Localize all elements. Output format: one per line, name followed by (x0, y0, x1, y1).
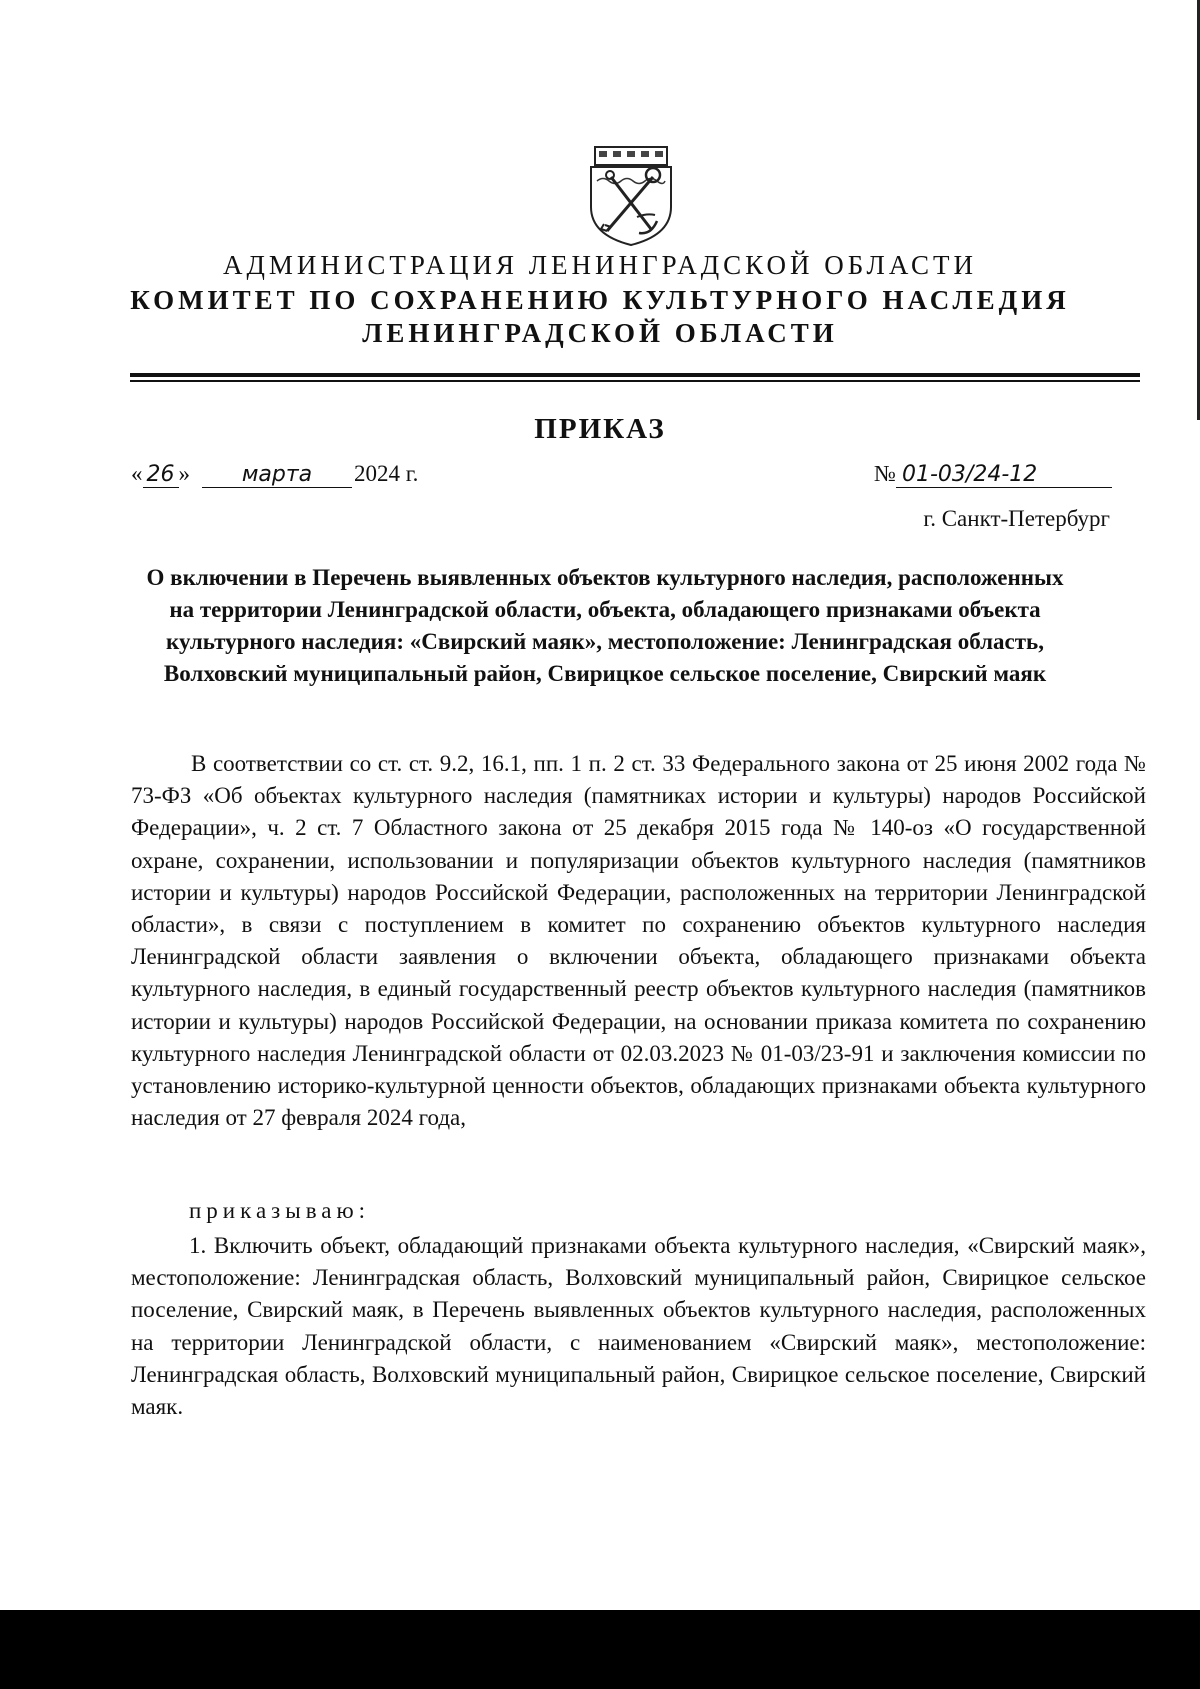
date-year: 2024 г. (354, 461, 419, 486)
header-divider-thick (130, 373, 1140, 377)
header-administration: АДМИНИСТРАЦИЯ ЛЕНИНГРАДСКОЙ ОБЛАСТИ (222, 250, 977, 280)
document-type-title: ПРИКАЗ (534, 413, 666, 445)
document-subject: О включении в Перечень выявленных объектов культурного наследия, расположенных на территории Ленинградской области, объекта, обладающего признаками объекта культурного наследия: «Свирский маяк», местоположение: Ленинградская область, Волховский муниципальный район, Свирицкое сельское поселение, Свирский маяк (146, 565, 1064, 686)
coat-of-arms-icon (585, 143, 677, 247)
date-open-quote: « (131, 461, 143, 486)
order-item-1: 1. Включить объект, обладающий признаками объекта культурного наследия, «Свирский маяк», местоположение: Ленинградская область, Волховский муниципальный район, Свирицкое сельское поселение, Свирский маяк, в Перечень выявленных объектов культурного наследия, расположенных на территории Ленинградской области, с наименованием «Свирский маяк», местоположение: Ленинградская область, Волховский муниципальный район, Свирицкое сельское поселение, Свирский маяк. (131, 1233, 1146, 1420)
date-month: марта (202, 462, 352, 488)
document-number (874, 461, 1112, 488)
preamble-paragraph: В соответствии со ст. ст. 9.2, 16.1, пп. 1 п. 2 ст. 33 Федерального закона от 25 июня 2002 года № 73-ФЗ «Об объектах культурного наследия (памятниках истории и культуры) народов Российской Федерации», ч. 2 ст. 7 Областного закона от 25 декабря 2015 года № 140-оз «О государственной охране, сохранении, использовании и популяризации объектов культурного наследия (памятников истории и культуры) народов Российской Федерации, расположенных на территории Ленинградской области», в связи с поступлением в комитет по сохранению объектов культурного наследия Ленинградской области заявления о включении объекта, обладающего признаками объекта культурного наследия, в единый государственный реестр объектов культурного наследия (памятников истории и культуры) народов Российской Федерации, на основании приказа комитета по сохранению культурного наследия Ленинградской области от 02.03.2023 № 01-03/23-91 и заключения комиссии по установлению историко-культурной ценности объектов, обладающих признаками объекта культурного наследия от 27 февраля 2024 года, (131, 751, 1146, 1131)
document-date (131, 461, 418, 488)
header-region: ЛЕНИНГРАДСКОЙ ОБЛАСТИ (362, 318, 838, 348)
number-value: 01-03/24-12 (896, 462, 1112, 488)
date-day: 26 (143, 462, 179, 488)
number-prefix: № (874, 461, 896, 486)
date-close-quote: » (178, 461, 190, 486)
header-committee: КОМИТЕТ ПО СОХРАНЕНИЮ КУЛЬТУРНОГО НАСЛЕДИЯ (130, 285, 1070, 315)
decree-word: приказываю: (189, 1198, 371, 1223)
document-city: г. Санкт-Петербург (923, 506, 1110, 531)
header-divider-thin (130, 380, 1140, 382)
scan-bottom-bar (0, 1610, 1200, 1689)
